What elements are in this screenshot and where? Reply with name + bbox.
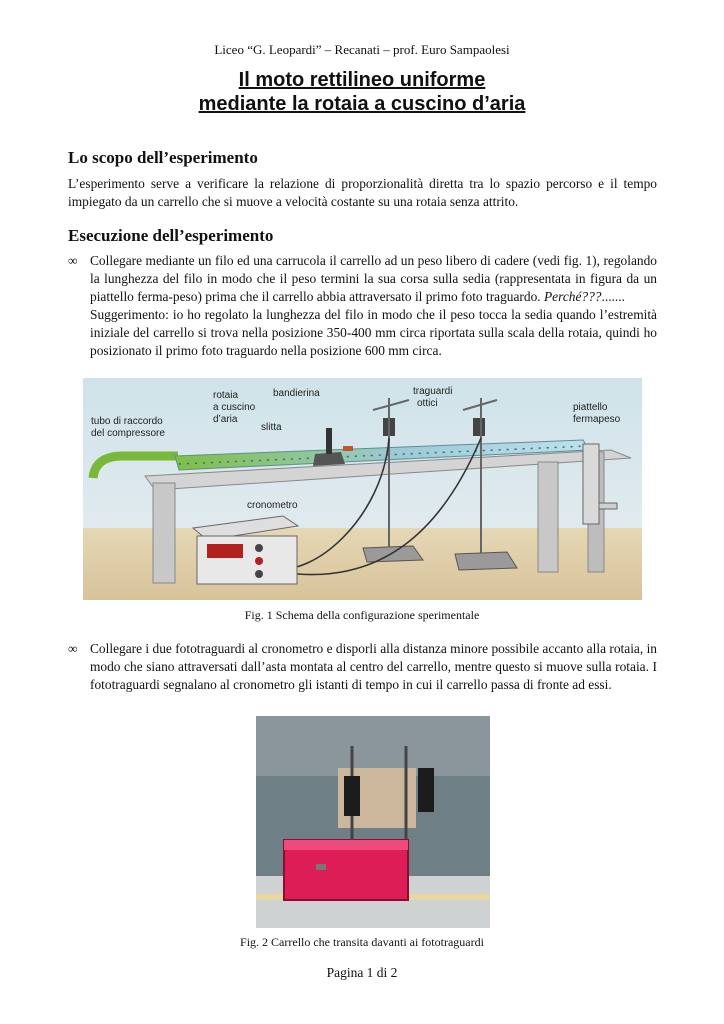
bullet-symbol: ∞ [68,641,78,656]
page-header: Liceo “G. Leopardi” – Recanati – prof. Euro Sampaolesi [214,42,510,57]
figure-2-photo [256,716,490,928]
label-traguardi-2: ottici [417,398,438,409]
label-tubo-2: del compressore [91,428,165,439]
label-tubo-1: tubo di raccordo [91,416,163,427]
bullet-1-suggestion: Suggerimento: io ho regolato la lunghezza del filo in modo che il peso tocca la sedia quando l’estremità iniziale del carrello si trova nella posizione 350-400 mm circa riportata sulla scala della rotaia, quindi ho posizionato il primo foto traguardo nella posizione 600 mm circa. [90,307,657,358]
label-rotaia-3: d’aria [213,414,238,425]
figure-2-caption: Fig. 2 Carrello che transita davanti ai fototraguardi [240,935,484,949]
bullet-1-dots: ....... [601,289,625,304]
figure-1-illustration [83,378,642,600]
document-title [0,68,724,116]
figure-1-caption: Fig. 1 Schema della configurazione sperimentale [244,608,480,622]
page-footer: Pagina 1 di 2 [326,965,398,980]
bullet-symbol: ∞ [68,253,78,268]
section-heading-purpose: Lo scopo dell’esperimento [68,148,258,167]
bullet-1-italic: Perché??? [544,289,602,304]
label-rotaia-1: rotaia [213,390,239,401]
list-item [68,640,657,694]
bullet-2-text: Collegare i due fototraguardi al cronometro e disporli alla distanza minore possibile accanto alla rotaia, in modo che siano attraversati dall’asta montata al centro del carrello, mentre questo si muove sulla rotaia. I fototraguardi segnalano al cronometro gli istanti di tempo in cui il carrello passa di fronte ad essi. [90,641,657,692]
label-cronometro: cronometro [247,500,298,511]
label-piattello-2: fermapeso [573,414,621,425]
label-piattello-1: piattello [573,402,608,413]
label-rotaia-2: a cuscino [213,402,256,413]
section-text-purpose: L’esperimento serve a verificare la relazione di proporzionalità diretta tra lo spazio percorso e il tempo impiegato da un carrello che si muove a velocità costante su una rotaia senza attrito. [68,176,657,209]
title-line-1: Il moto rettilineo uniforme [238,69,486,91]
list-item [68,252,657,360]
bullet-1-text: Collegare mediante un filo ed una carrucola il carrello ad un peso libero di cadere (vedi fig. 1), regolando la lunghezza del filo in modo che il peso termini la sua corsa sulla sedia (rappresentata in figura da un piattello ferma-peso) prima che il carrello abbia attraversato il primo foto traguardo. [90,253,657,304]
label-traguardi-1: traguardi [413,386,453,397]
label-slitta: slitta [261,422,282,433]
label-bandierina: bandierina [273,388,320,399]
section-heading-execution: Esecuzione dell’esperimento [68,226,274,245]
title-line-2: mediante la rotaia a cuscino d’aria [198,93,526,115]
